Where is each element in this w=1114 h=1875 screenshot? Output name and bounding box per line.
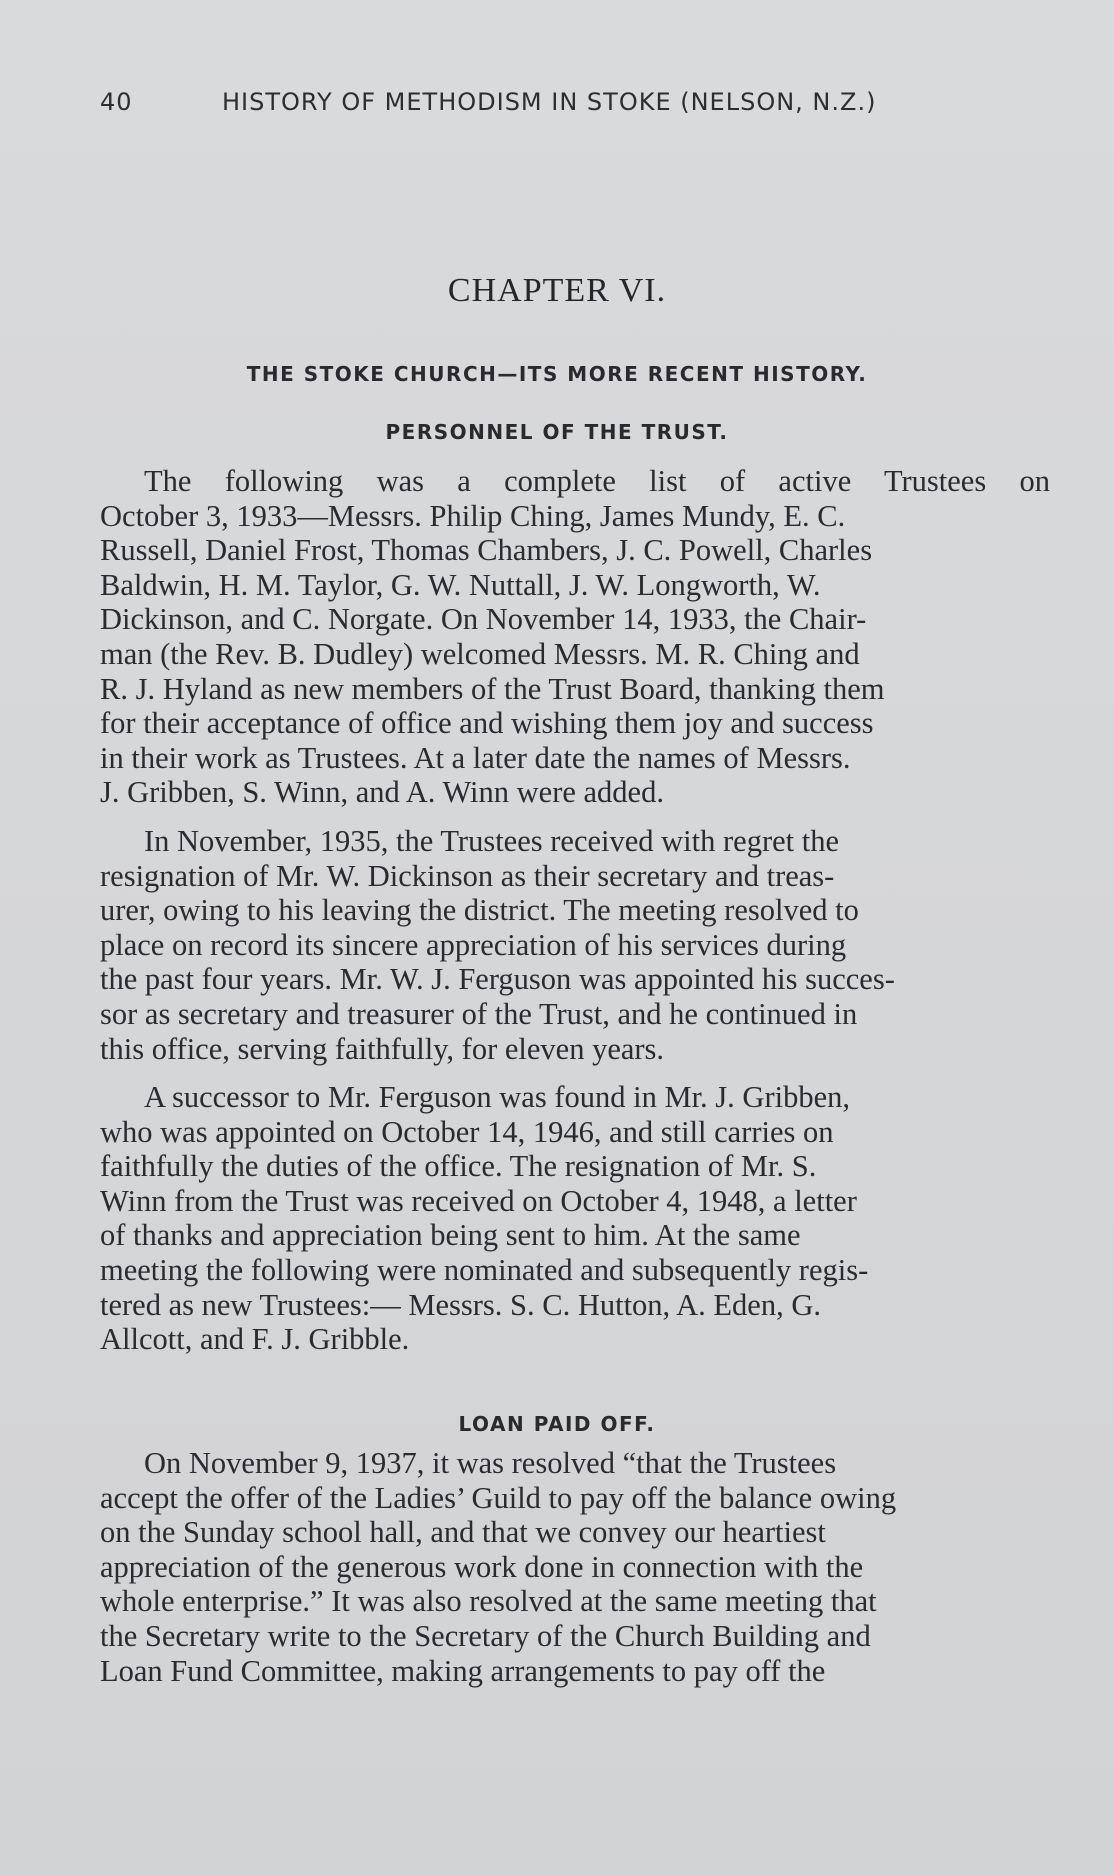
running-title: HISTORY OF METHODISM IN STOKE (NELSON, N.Z.) bbox=[222, 88, 877, 116]
text-line: the Secretary write to the Secretary of the Church Building and bbox=[100, 1618, 871, 1653]
text-line: accept the offer of the Ladies’ Guild to pay off the balance owing bbox=[100, 1480, 897, 1515]
text-line: faithfully the duties of the office. The resignation of Mr. S. bbox=[100, 1149, 817, 1184]
paragraph bbox=[100, 464, 1050, 810]
paragraph bbox=[100, 824, 1050, 1066]
section-body-loan bbox=[100, 1446, 1050, 1688]
text-line: Baldwin, H. M. Taylor, G. W. Nuttall, J. W. Longworth, W. bbox=[100, 567, 821, 602]
text-line: resignation of Mr. W. Dickinson as their secretary and treas- bbox=[100, 858, 835, 893]
chapter-subtitle: THE STOKE CHURCH—ITS MORE RECENT HISTORY. bbox=[246, 362, 868, 386]
text-line: place on record its sincere appreciation of his services during bbox=[100, 927, 847, 962]
paragraph bbox=[100, 1080, 1050, 1357]
text-line: of thanks and appreciation being sent to him. At the same bbox=[100, 1218, 801, 1253]
text-line: October 3, 1933—Messrs. Philip Ching, James Mundy, E. C. bbox=[100, 498, 846, 533]
text-line: Russell, Daniel Frost, Thomas Chambers, J. C. Powell, Charles bbox=[100, 533, 873, 568]
text-line: meeting the following were nominated and subsequently regis- bbox=[100, 1253, 869, 1288]
text-line: Allcott, and F. J. Gribble. bbox=[100, 1322, 410, 1357]
text-line: tered as new Trustees:— Messrs. S. C. Hutton, A. Eden, G. bbox=[100, 1287, 821, 1322]
text-line: urer, owing to his leaving the district. The meeting resolved to bbox=[100, 893, 859, 928]
chapter-title: CHAPTER VI. bbox=[447, 272, 667, 309]
text-line: J. Gribben, S. Winn, and A. Winn were added. bbox=[100, 775, 664, 810]
text-line: on the Sunday school hall, and that we convey our heartiest bbox=[100, 1515, 826, 1550]
text-line: in their work as Trustees. At a later date the names of Messrs. bbox=[100, 740, 851, 775]
text-line: In November, 1935, the Trustees received with regret the bbox=[144, 823, 840, 858]
running-header bbox=[100, 88, 960, 116]
text-line: who was appointed on October 14, 1946, and still carries on bbox=[100, 1114, 834, 1149]
text-line: this office, serving faithfully, for eleven years. bbox=[100, 1031, 665, 1066]
section-heading-personnel: PERSONNEL OF THE TRUST. bbox=[385, 420, 729, 444]
text-line: sor as secretary and treasurer of the Trust, and he continued in bbox=[100, 996, 858, 1031]
text-line: On November 9, 1937, it was resolved “that the Trustees bbox=[144, 1446, 837, 1480]
text-line: man (the Rev. B. Dudley) welcomed Messrs. M. R. Ching and bbox=[100, 636, 860, 671]
text-line: Dickinson, and C. Norgate. On November 14, 1933, the Chair- bbox=[100, 602, 867, 637]
paragraph bbox=[100, 1446, 1050, 1688]
page-number: 40 bbox=[100, 88, 133, 116]
text-line: the past four years. Mr. W. J. Ferguson was appointed his succes- bbox=[100, 962, 895, 997]
section-heading-loan: LOAN PAID OFF. bbox=[458, 1412, 656, 1436]
text-line: R. J. Hyland as new members of the Trust Board, thanking them bbox=[100, 671, 885, 706]
text-line: for their acceptance of office and wishing them joy and success bbox=[100, 706, 874, 741]
text-line: The following was a complete list of active Trustees on bbox=[144, 464, 1050, 498]
text-line: Winn from the Trust was received on October 4, 1948, a letter bbox=[100, 1183, 857, 1218]
text-line: Loan Fund Committee, making arrangements to pay off the bbox=[100, 1653, 826, 1688]
text-line: appreciation of the generous work done in connection with the bbox=[100, 1549, 864, 1584]
section-body-personnel bbox=[100, 464, 1050, 1357]
text-line: A successor to Mr. Ferguson was found in Mr. J. Gribben, bbox=[144, 1080, 850, 1115]
text-line: whole enterprise.” It was also resolved at the same meeting that bbox=[100, 1584, 877, 1619]
